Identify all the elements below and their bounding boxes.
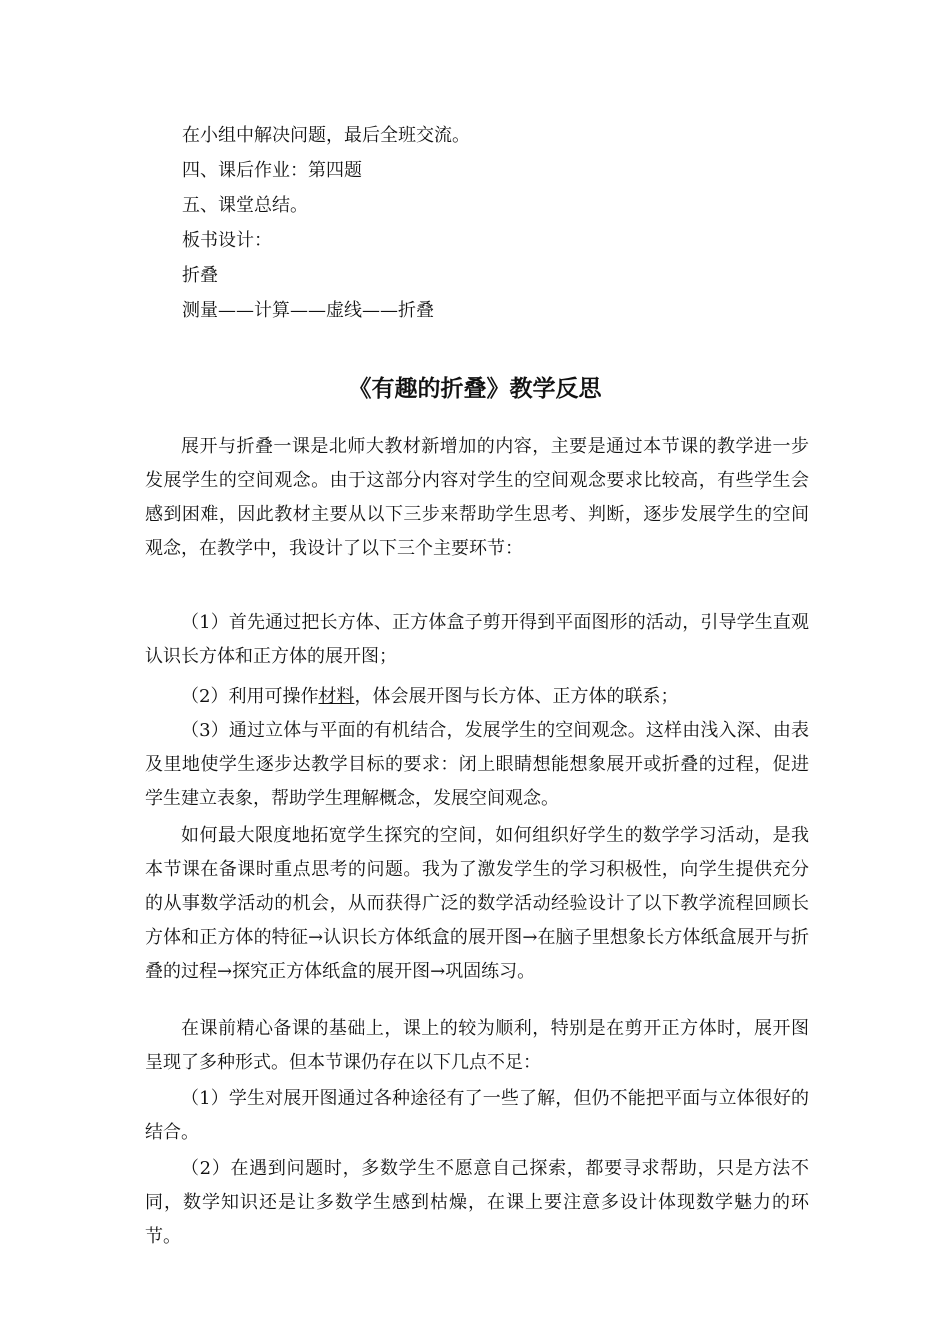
paragraph-intro: 展开与折叠一课是北师大教材新增加的内容，主要是通过本节课的教学进一步发展学生的空间观念。由于这部分内容对学生的空间观念要求比较高，有些学生会感到困难，因此教材主要从以下三步来帮助学生思考、判断，逐步发展学生的空间观念，在教学中，我设计了以下三个主要环节： xyxy=(145,436,809,559)
text-line-steps: 测量——计算——虚线——折叠 xyxy=(182,300,434,321)
paragraph-step-3: （3）通过立体与平面的有机结合，发展学生的空间观念。这样由浅入深、由表及里地使学生逐步达教学目标的要求：闭上眼睛想能想象展开或折叠的过程，促进学生建立表象，帮助学生理解概念，发展空间观念。 xyxy=(145,720,809,809)
text-line-group-discussion: 在小组中解决问题，最后全班交流。 xyxy=(182,125,470,146)
paragraph-shortcoming-1: （1）学生对展开图通过各种途径有了一些了解，但仍不能把平面与立体很好的结合。 xyxy=(145,1088,809,1143)
paragraph-shortcoming-2: （2）在遇到问题时，多数学生不愿意自己探索，都要寻求帮助，只是方法不同，数学知识还是让多数学生感到枯燥，在课上要注意多设计体现数学魅力的环节。 xyxy=(145,1158,809,1247)
text-line-fold: 折叠 xyxy=(182,265,218,286)
step-2-text-after: ，体会展开图与长方体、正方体的联系； xyxy=(354,686,679,707)
paragraph-step-2 xyxy=(145,680,809,714)
text-line-summary: 五、课堂总结。 xyxy=(182,195,308,216)
paragraph-step-1: （1）首先通过把长方体、正方体盒子剪开得到平面图形的活动，引导学生直观认识长方体和正方体的展开图； xyxy=(145,612,809,667)
step-2-text-before: （2）利用可操作 xyxy=(181,686,319,707)
page-title: 《有趣的折叠》教学反思 xyxy=(348,376,602,402)
step-2-underlined-word: 材料 xyxy=(318,686,355,707)
text-line-board-design: 板书设计： xyxy=(182,230,272,251)
text-line-homework: 四、课后作业：第四题 xyxy=(182,160,362,181)
paragraph-shortcomings: 在课前精心备课的基础上，课上的较为顺利，特别是在剪开正方体时，展开图呈现了多种形式。但本节课仍存在以下几点不足： xyxy=(145,1018,809,1073)
paragraph-teaching-flow: 如何最大限度地拓宽学生探究的空间，如何组织好学生的数学学习活动，是我本节课在备课时重点思考的问题。我为了激发学生的学习积极性，向学生提供充分的从事数学活动的机会，从而获得广泛的数学活动经验设计了以下教学流程回顾长方体和正方体的特征→认识长方体纸盒的展开图→在脑子里想象长方体纸盒展开与折叠的过程→探究正方体纸盒的展开图→巩固练习。 xyxy=(145,825,809,982)
